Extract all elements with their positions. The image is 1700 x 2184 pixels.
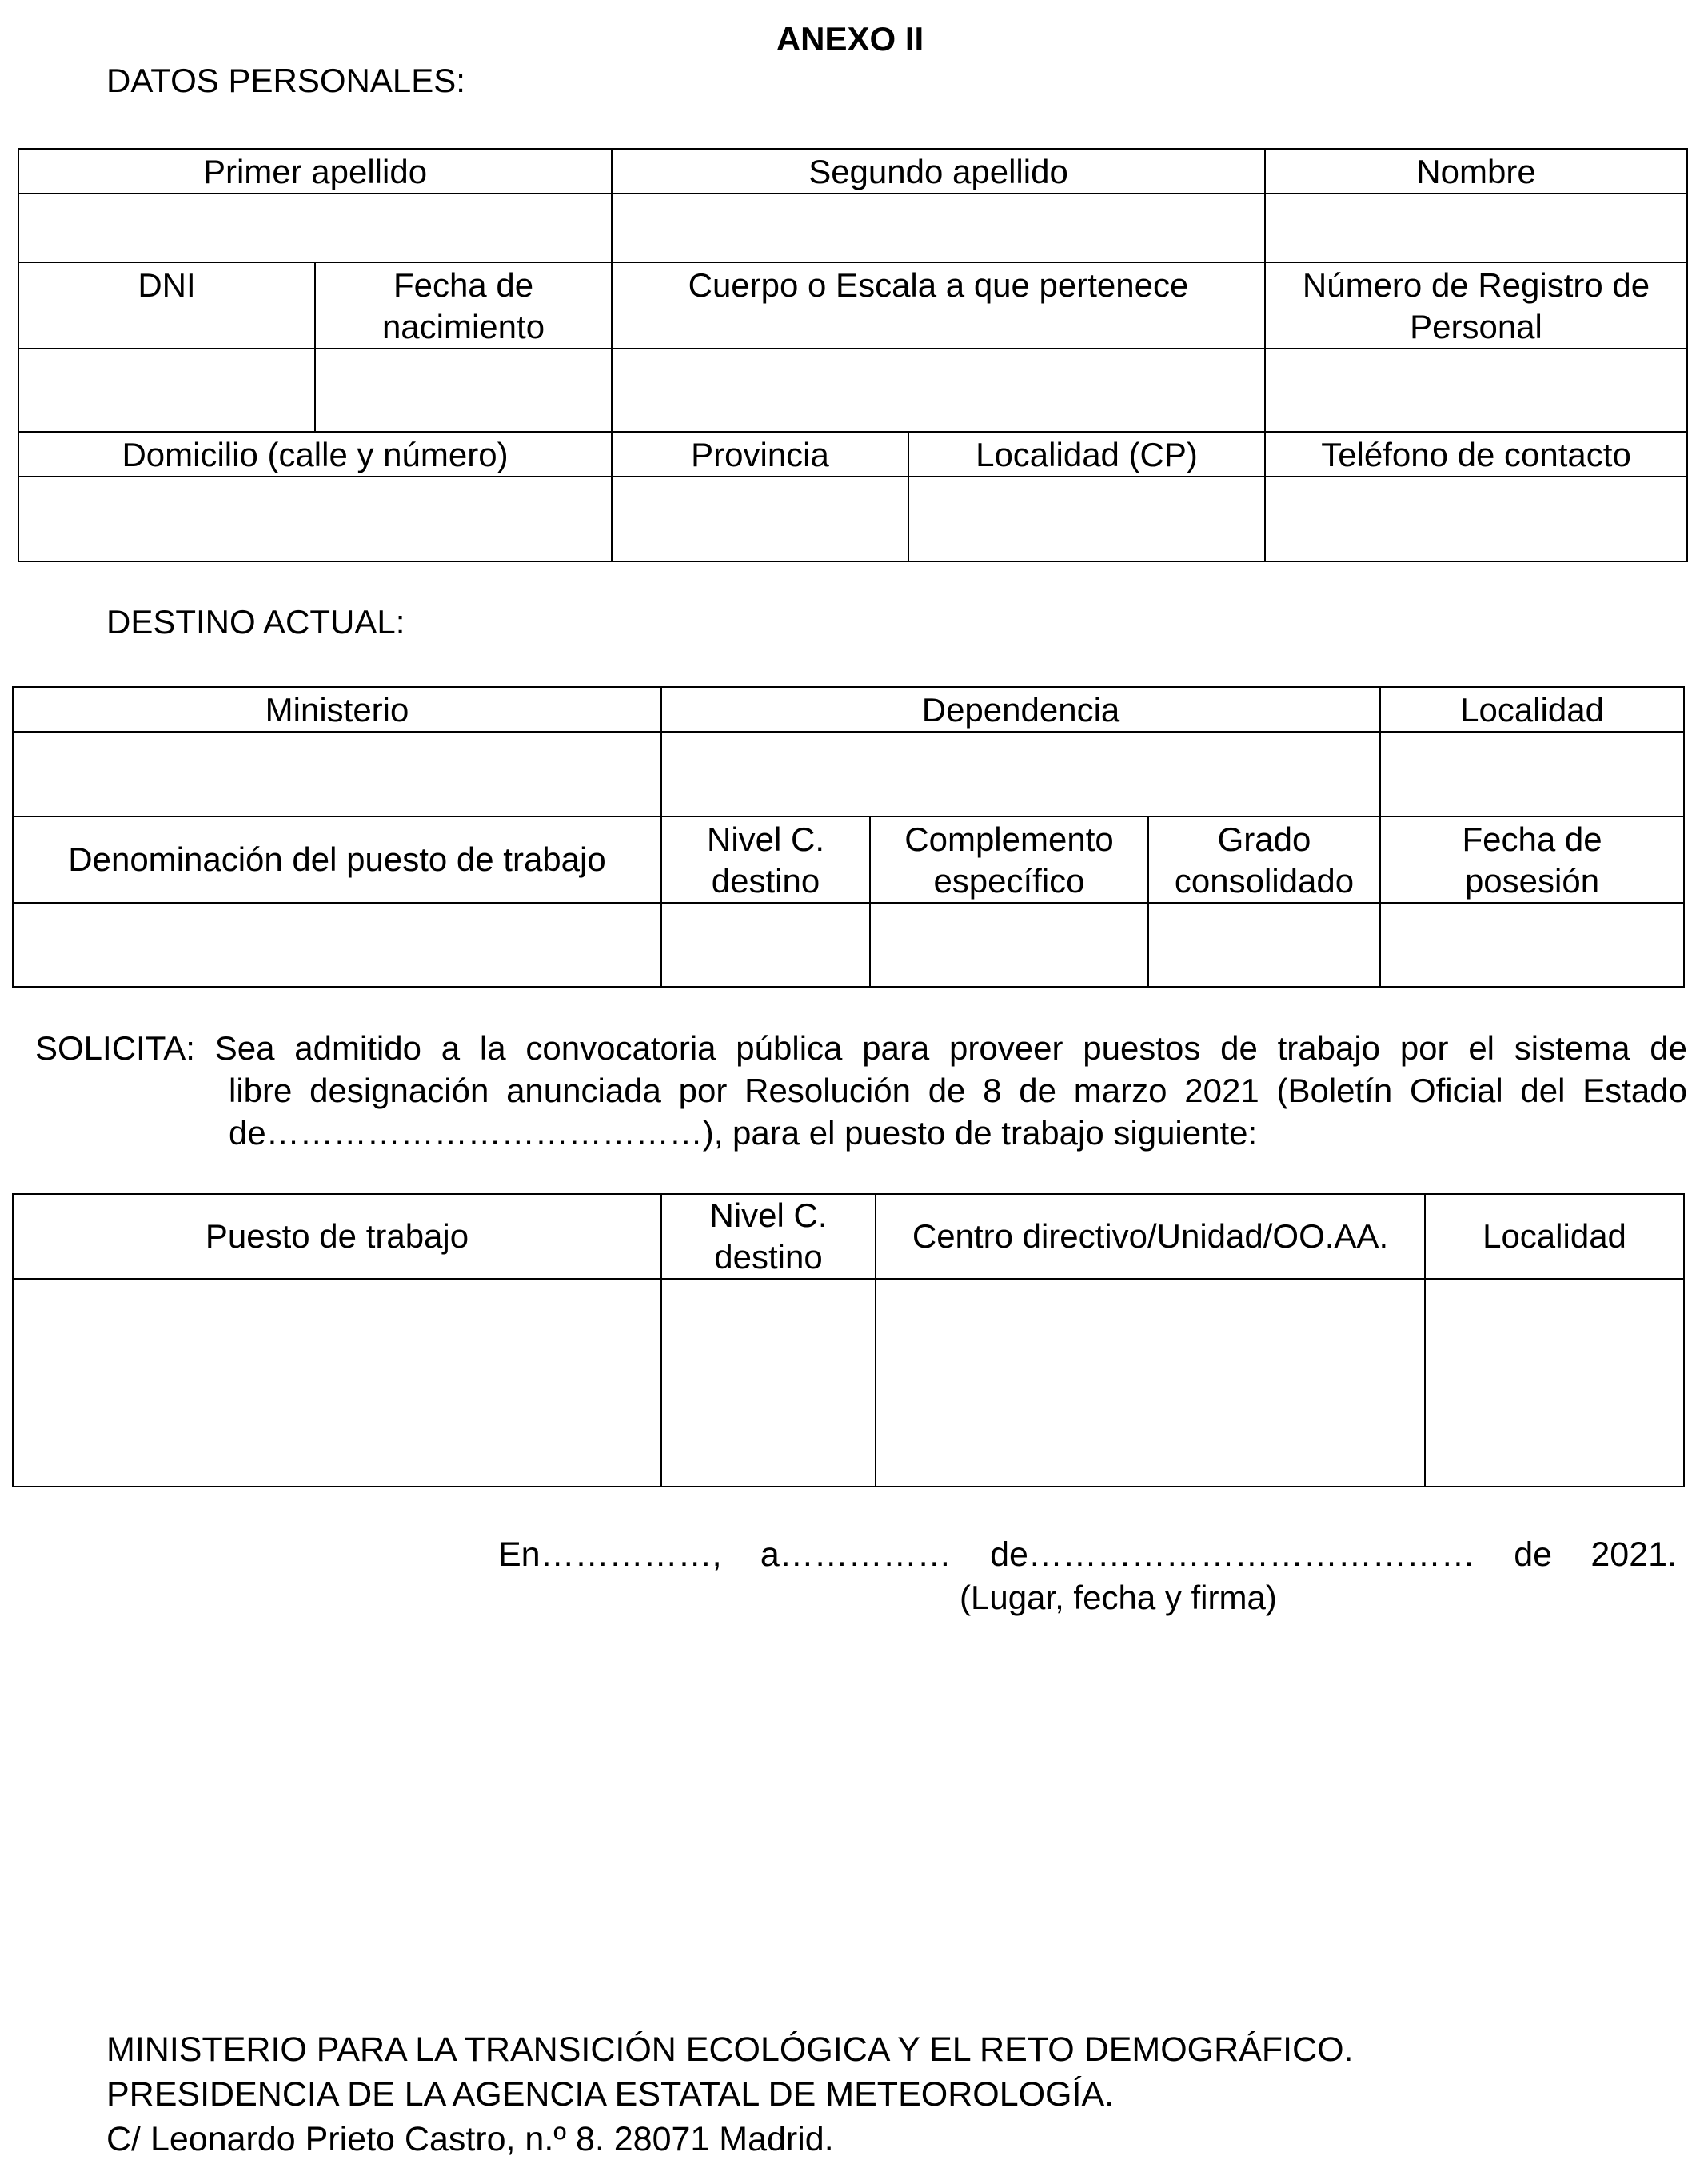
dni-field[interactable] (18, 349, 315, 432)
puesto-trabajo-field[interactable] (13, 1279, 661, 1487)
cuerpo-escala-header: Cuerpo o Escala a que pertenece (612, 262, 1265, 349)
grado-consolidado-field[interactable] (1148, 903, 1380, 987)
solicita-paragraph (35, 1027, 1687, 1163)
nivel-destino-solicitado-field[interactable] (661, 1279, 876, 1487)
telefono-field[interactable] (1265, 477, 1687, 561)
cuerpo-escala-field[interactable] (612, 349, 1265, 432)
footer-line-2: PRESIDENCIA DE LA AGENCIA ESTATAL DE METEOROLOGÍA. (106, 2075, 1115, 2114)
centro-directivo-field[interactable] (876, 1279, 1425, 1487)
numero-registro-field[interactable] (1265, 349, 1687, 432)
nombre-header: Nombre (1265, 149, 1687, 194)
localidad-cp-header: Localidad (CP) (908, 432, 1265, 477)
numero-registro-header: Número de Registro de Personal (1265, 262, 1687, 349)
complemento-especifico-header: Complemento específico (870, 817, 1148, 903)
firma-caption: (Lugar, fecha y firma) (960, 1579, 1277, 1616)
denominacion-puesto-field[interactable] (13, 903, 661, 987)
puesto-solicitado-table (12, 1193, 1685, 1487)
nivel-destino-header: Nivel C. destino (661, 817, 870, 903)
puesto-trabajo-header: Puesto de trabajo (13, 1194, 661, 1279)
footer-address (106, 2027, 1354, 2162)
primer-apellido-header: Primer apellido (18, 149, 612, 194)
datos-personales-heading: DATOS PERSONALES: (106, 62, 465, 99)
nombre-field[interactable] (1265, 194, 1687, 262)
destino-actual-table (12, 686, 1685, 988)
localidad-field[interactable] (1380, 732, 1684, 817)
footer-line-3: C/ Leonardo Prieto Castro, n.º 8. 28071 Madrid. (106, 2120, 834, 2158)
dependencia-header: Dependencia (661, 687, 1380, 732)
fecha-posesion-field[interactable] (1380, 903, 1684, 987)
provincia-header: Provincia (612, 432, 908, 477)
segundo-apellido-header: Segundo apellido (612, 149, 1265, 194)
domicilio-field[interactable] (18, 477, 612, 561)
firma-line: En……………, a…………… de………………………………… de 2021. (498, 1535, 1677, 1574)
fecha-nacimiento-field[interactable] (315, 349, 612, 432)
ministerio-header: Ministerio (13, 687, 661, 732)
dependencia-field[interactable] (661, 732, 1380, 817)
solicita-line-3: de…………………………………), para el puesto de trabajo siguiente: (229, 1114, 1258, 1152)
localidad-header: Localidad (1380, 687, 1684, 732)
ministerio-field[interactable] (13, 732, 661, 817)
document-title (0, 20, 1700, 58)
fecha-nacimiento-header: Fecha de nacimiento (315, 262, 612, 349)
denominacion-puesto-header: Denominación del puesto de trabajo (13, 817, 661, 903)
segundo-apellido-field[interactable] (612, 194, 1265, 262)
footer-line-1: MINISTERIO PARA LA TRANSICIÓN ECOLÓGICA Y EL RETO DEMOGRÁFICO. (106, 2030, 1354, 2069)
grado-consolidado-header: Grado consolidado (1148, 817, 1380, 903)
nivel-destino-solicitado-header: Nivel C. destino (661, 1194, 876, 1279)
solicita-line-1: SOLICITA: Sea admitido a la convocatoria pública para proveer puestos de trabajo por el sistema de (35, 1029, 1687, 1067)
localidad-cp-field[interactable] (908, 477, 1265, 561)
localidad-solicitada-field[interactable] (1425, 1279, 1684, 1487)
dni-header: DNI (18, 262, 315, 349)
localidad-solicitada-header: Localidad (1425, 1194, 1684, 1279)
datos-personales-table (18, 148, 1688, 562)
centro-directivo-header: Centro directivo/Unidad/OO.AA. (876, 1194, 1425, 1279)
provincia-field[interactable] (612, 477, 908, 561)
fecha-posesion-header: Fecha de posesión (1380, 817, 1684, 903)
anexo-title: ANEXO II (776, 20, 924, 58)
solicita-line-2: libre designación anunciada por Resolución de 8 de marzo 2021 (Boletín Oficial del Estado (229, 1072, 1687, 1109)
destino-actual-heading: DESTINO ACTUAL: (106, 603, 405, 641)
domicilio-header: Domicilio (calle y número) (18, 432, 612, 477)
complemento-especifico-field[interactable] (870, 903, 1148, 987)
primer-apellido-field[interactable] (18, 194, 612, 262)
telefono-header: Teléfono de contacto (1265, 432, 1687, 477)
nivel-destino-field[interactable] (661, 903, 870, 987)
